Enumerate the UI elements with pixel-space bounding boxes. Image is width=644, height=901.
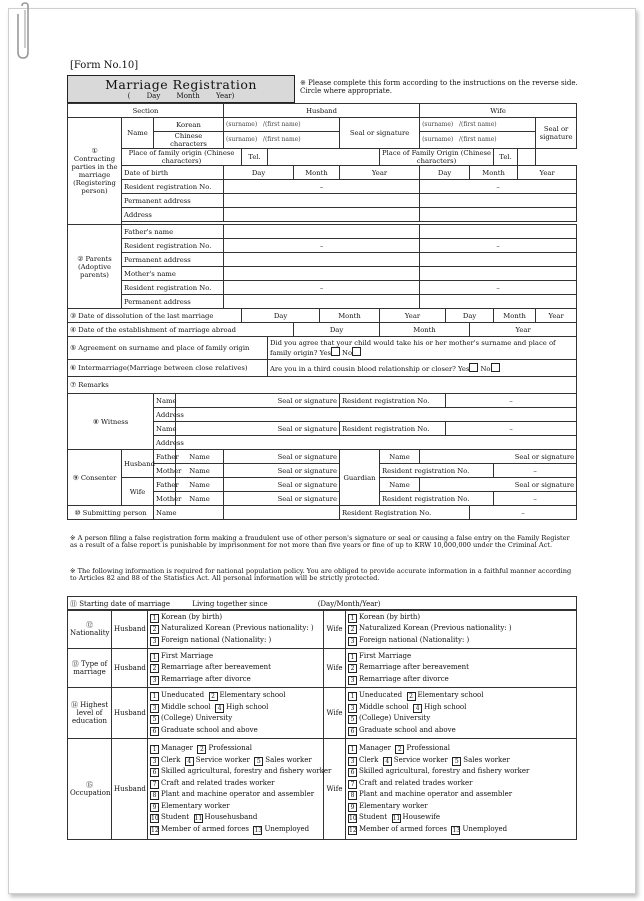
option[interactable]: 10 Student [151, 813, 190, 822]
rrn-label: Resident registration No. [340, 422, 446, 436]
wife-label: Wife [324, 649, 346, 688]
option[interactable]: 9 Elementary worker [150, 802, 230, 810]
husband-rrn-field[interactable]: – [224, 180, 420, 194]
mother-field[interactable] [420, 267, 577, 281]
intermarriage-question: Are you in a third cousin blood relationship or closer? Yes No [268, 360, 577, 377]
option-checkbox[interactable]: 2 [348, 664, 357, 673]
option-checkbox[interactable]: 2 [150, 625, 159, 634]
option[interactable]: 1 Korean (by birth) [150, 613, 222, 621]
seal-field[interactable]: Seal or signature [224, 492, 340, 506]
option[interactable]: 11 Househusband [194, 813, 258, 822]
yes-checkbox[interactable] [469, 363, 478, 372]
wife-perm-field[interactable] [420, 194, 577, 208]
year-label: Year [518, 166, 577, 180]
option[interactable]: 12 Member of armed forces [349, 824, 447, 834]
options-table [67, 609, 577, 840]
rrn-label: Resident registration No. [380, 464, 494, 478]
option[interactable]: 5 Sales worker [452, 756, 509, 764]
witness-label: ⑧ Witness [68, 394, 154, 450]
husband-seal[interactable]: Seal or signature [340, 118, 420, 149]
perm-address-label: Permanent address [122, 194, 224, 208]
month-label: Month [320, 309, 380, 323]
option[interactable]: 1 Uneducated [150, 691, 204, 699]
option[interactable]: 3 Remarriage after divorce [348, 675, 449, 683]
option-checkbox[interactable]: 2 [407, 692, 416, 701]
seal-field[interactable]: Seal or signature [420, 478, 577, 492]
mother-label: Mother [154, 464, 176, 478]
option-checkbox[interactable]: 6 [348, 727, 357, 736]
option[interactable]: 3 Clerk [348, 756, 378, 764]
option[interactable]: 3 Middle school [150, 703, 211, 711]
submitter-rrn-field[interactable]: – [470, 506, 577, 520]
year-label: Year [380, 309, 446, 323]
option[interactable]: 2 Remarriage after bereavement [348, 663, 469, 671]
seal-field[interactable]: Seal or signature [224, 450, 340, 464]
perm-address-label: Permanent address [122, 295, 224, 309]
option-checkbox[interactable]: 4 [383, 757, 392, 766]
s12-label: ⑫ Nationality [68, 610, 112, 649]
name-label: Name [154, 422, 176, 436]
option[interactable]: 3 Foreign national (Nationality: ) [150, 636, 271, 644]
seal-field[interactable]: Seal or signature [224, 478, 340, 492]
instruction-note: ※ Please complete this form according to the instructions on the reverse side. Circle where appropriate. [300, 79, 578, 95]
wife-header: Wife [420, 104, 577, 118]
submitting-label: ⑩ Submitting person [68, 506, 154, 520]
wife-options [346, 610, 577, 649]
name-label: Name [154, 506, 224, 520]
option-checkbox[interactable]: 5 [150, 715, 159, 724]
wife-address-field[interactable] [420, 208, 577, 222]
option-checkbox[interactable]: 3 [348, 676, 357, 685]
option[interactable]: 1 First Marriage [348, 652, 411, 660]
option[interactable]: 13 Unemployed [254, 824, 310, 834]
option-checkbox[interactable]: 3 [348, 757, 357, 766]
s15-label: ⑮ Occupation [68, 739, 112, 840]
option-checkbox[interactable]: 3 [150, 676, 159, 685]
option[interactable]: 4 Service worker [185, 756, 250, 764]
registration-table [67, 103, 577, 520]
option[interactable]: 2 Naturalized Korean (Previous nationality: ) [348, 624, 512, 632]
option-checkbox[interactable]: 1 [150, 653, 159, 662]
title-box [67, 75, 295, 103]
option[interactable]: 10 Student [349, 813, 388, 822]
false-report-note: ※ A person filing a false registration form making a fraudulent use of other person's signature or seal or causing a false entry on the Family Register as a result of a false report is punishable by imprisonment for not more than five years or fine of up to KRW 10,000,000 under the Criminal Act. [70, 534, 570, 549]
abroad-label: ④ Date of the establishment of marriage abroad [68, 323, 294, 337]
year-label: Year [536, 309, 577, 323]
option-checkbox[interactable]: 3 [348, 637, 357, 646]
statistics-note: ※ The following information is required for national population policy. You are obliged to provide accurate information in a faithful manner according to Articles 82 and 88 of the Statistics Act. All personal information will be strictly protected. [70, 567, 572, 582]
husband-perm-field[interactable] [224, 194, 420, 208]
husband-label: Husband [112, 688, 148, 739]
father-rrn-field[interactable]: – [420, 239, 577, 253]
father-perm-field[interactable] [224, 253, 420, 267]
option-checkbox[interactable]: 10 [349, 815, 357, 822]
rrn-field[interactable]: – [446, 422, 577, 436]
consenter-label: ⑨ Consenter [68, 450, 122, 506]
option[interactable]: 4 Service worker [383, 756, 448, 764]
option-checkbox[interactable]: 4 [185, 757, 194, 766]
address-field[interactable] [176, 436, 577, 450]
husband-options [148, 688, 324, 739]
option[interactable]: 1 Korean (by birth) [348, 613, 420, 621]
father-perm-field[interactable] [420, 253, 577, 267]
rrn-field[interactable]: – [446, 394, 577, 408]
wife-tel-field[interactable] [518, 149, 536, 166]
option-checkbox[interactable]: 1 [348, 653, 357, 662]
address-label: Address [154, 408, 176, 422]
option-checkbox[interactable]: 2 [150, 664, 159, 673]
agreement-label: ⑤ Agreement on surname and place of family origin [68, 337, 268, 360]
month-label: Month [380, 323, 470, 337]
mother-perm-field[interactable] [224, 295, 420, 309]
name-label: Name [122, 118, 154, 149]
option-checkbox[interactable]: 10 [151, 815, 159, 822]
option[interactable]: 5 Sales worker [254, 756, 311, 764]
option[interactable]: 8 Plant and machine operator and assembler [348, 790, 512, 798]
option-checkbox[interactable]: 9 [348, 803, 357, 812]
submitter-name-field[interactable] [224, 506, 340, 520]
option[interactable]: 9 Elementary worker [348, 802, 428, 810]
wife-label: Wife [324, 610, 346, 649]
mother-perm-field[interactable] [420, 295, 577, 309]
option-checkbox[interactable]: 12 [151, 826, 159, 834]
option-checkbox[interactable]: 2 [395, 745, 404, 754]
option[interactable]: 6 Graduate school and above [348, 726, 456, 734]
year-label: Year [470, 323, 577, 337]
rrn-label: Resident registration No. [340, 394, 446, 408]
mother-rrn-field[interactable]: – [224, 281, 420, 295]
option[interactable]: 5 (College) University [348, 714, 430, 722]
husband-label: Husband [112, 610, 148, 649]
s14-label: ⑭ Highest level of education [68, 688, 112, 739]
option[interactable]: 6 Skilled agricultural, forestry and fishery worker [150, 767, 331, 775]
parents-label: ② Parents (Adoptive parents) [68, 225, 122, 309]
intermarriage-label: ⑥ Intermarriage(Marriage between close relatives) [68, 360, 268, 377]
title-date: ( Day Month Year) [127, 92, 235, 100]
wife-options [346, 739, 577, 840]
form-number: [Form No.10] [70, 60, 139, 71]
address-label: Address [122, 208, 224, 222]
option[interactable]: 7 Craft and related trades worker [150, 779, 275, 787]
option-checkbox[interactable]: 11 [392, 815, 401, 822]
option-checkbox[interactable]: 1 [150, 614, 159, 623]
seal-field[interactable]: Seal or signature [224, 464, 340, 478]
wife-father-field[interactable] [420, 225, 577, 239]
option-checkbox[interactable]: 3 [150, 704, 159, 713]
husband-header: Husband [224, 104, 420, 118]
s13-label: ⑬ Type of marriage [68, 649, 112, 688]
husband-tel-field[interactable] [268, 149, 380, 166]
name-label: Name [176, 478, 224, 492]
mother-field[interactable] [224, 267, 420, 281]
seal-field[interactable]: Seal or signature [420, 450, 577, 464]
rrn-label: Resident registration No. [122, 281, 224, 295]
husband-father-field[interactable] [224, 225, 420, 239]
name-label: Name [380, 450, 420, 464]
perm-address-label: Permanent address [122, 253, 224, 267]
option[interactable]: 13 Unemployed [452, 824, 508, 834]
husband-options [148, 739, 332, 840]
option-checkbox[interactable]: 8 [150, 791, 159, 800]
guardian-label: Guardian [340, 450, 380, 506]
husband-chinese-name-field[interactable]: (surname) /(first name) [224, 132, 340, 149]
option-checkbox[interactable]: 1 [348, 745, 357, 754]
mother-label: Mother [154, 492, 176, 506]
option-checkbox[interactable]: 3 [150, 757, 159, 766]
name-label: Name [380, 478, 420, 492]
option-checkbox[interactable]: 6 [150, 727, 159, 736]
option[interactable]: 1 Manager [348, 744, 391, 752]
option-checkbox[interactable]: 1 [348, 692, 357, 701]
option[interactable]: 2 Elementary school [209, 691, 286, 699]
family-origin-label: Place of family origin (Chinese characters) [122, 149, 242, 166]
father-label: Father [154, 450, 176, 464]
option-checkbox[interactable]: 6 [348, 768, 357, 777]
dissolution-label: ③ Date of dissolution of the last marriage [68, 309, 242, 323]
dob-label: Date of birth [122, 166, 224, 180]
option-checkbox[interactable]: 7 [150, 780, 159, 789]
option-checkbox[interactable]: 11 [194, 815, 203, 822]
option[interactable]: 6 Graduate school and above [150, 726, 258, 734]
option-checkbox[interactable]: 5 [452, 757, 461, 766]
husband-label: Husband [112, 739, 148, 840]
husband-tel-label: Tel. [242, 149, 268, 166]
option[interactable]: 2 Naturalized Korean (Previous nationality: ) [150, 624, 314, 632]
wife-label: Wife [122, 478, 154, 506]
rrn-label: Resident Registration No. [340, 506, 470, 520]
option[interactable]: 3 Middle school [348, 703, 409, 711]
option-checkbox[interactable]: 5 [348, 715, 357, 724]
agreement-question: Did you agree that your child would take his or her mother's surname and place of family origin? Yes No [268, 337, 577, 360]
wife-rrn-field[interactable]: – [420, 180, 577, 194]
seal-field[interactable]: Seal or signature [176, 422, 340, 436]
option[interactable]: 12 Member of armed forces [151, 824, 249, 834]
option[interactable]: 2 Professional [197, 744, 252, 752]
korean-label: Korean [154, 118, 224, 132]
father-name-label: Father's name [122, 225, 224, 239]
option[interactable]: 5 (College) University [150, 714, 232, 722]
address-label: Address [154, 436, 176, 450]
option-checkbox[interactable]: 3 [348, 704, 357, 713]
day-label: Day [446, 309, 494, 323]
option[interactable]: 3 Foreign national (Nationality: ) [348, 636, 469, 644]
wife-chinese-name-field[interactable]: (surname) /(first name) [420, 132, 536, 149]
wife-label: Wife [324, 739, 346, 840]
option-checkbox[interactable]: 5 [254, 757, 263, 766]
husband-address-field[interactable] [224, 208, 420, 222]
option-checkbox[interactable]: 13 [254, 826, 263, 834]
option-checkbox[interactable]: 6 [150, 768, 159, 777]
wife-label: Wife [324, 688, 346, 739]
no-checkbox[interactable] [491, 363, 500, 372]
rrn-label: Resident registration No. [380, 492, 494, 506]
rrn-field[interactable]: – [494, 492, 577, 506]
option[interactable]: 1 Manager [150, 744, 193, 752]
option[interactable]: 2 Remarriage after bereavement [150, 663, 271, 671]
year-label: Year [340, 166, 420, 180]
option-checkbox[interactable]: 2 [209, 692, 218, 701]
option-checkbox[interactable]: 8 [348, 791, 357, 800]
option-checkbox[interactable]: 4 [215, 704, 224, 713]
address-field[interactable] [176, 408, 577, 422]
option[interactable]: 4 High school [413, 703, 466, 711]
option[interactable]: 8 Plant and machine operator and assembler [150, 790, 314, 798]
contracting-parties-label: ① Contracting parties in the marriage (Registering person) [68, 118, 122, 225]
option-checkbox[interactable]: 9 [150, 803, 159, 812]
wife-options [346, 649, 577, 688]
name-label: Name [154, 394, 176, 408]
wife-tel-label: Tel. [494, 149, 518, 166]
husband-options [148, 610, 324, 649]
wife-korean-name-field[interactable]: (surname) /(first name) [420, 118, 536, 132]
option-checkbox[interactable]: 1 [150, 745, 159, 754]
month-label: Month [294, 166, 340, 180]
option[interactable]: 2 Elementary school [407, 691, 484, 699]
option[interactable]: 3 Clerk [150, 756, 180, 764]
husband-label: Husband [112, 649, 148, 688]
rrn-label: Resident registration No. [122, 239, 224, 253]
name-label: Name [176, 450, 224, 464]
month-label: Month [494, 309, 536, 323]
starting-date-row[interactable]: ⑪ Starting date of marriage Living together since (Day/Month/Year) [68, 597, 577, 611]
chinese-label: Chinese characters [154, 132, 224, 149]
name-label: Name [176, 492, 224, 506]
paper-clip-icon [14, 2, 36, 60]
day-label: Day [420, 166, 470, 180]
remarks-label[interactable]: ⑦ Remarks [68, 377, 577, 394]
father-label: Father [154, 478, 176, 492]
option-checkbox[interactable]: 2 [197, 745, 206, 754]
option[interactable]: 4 High school [215, 703, 268, 711]
no-checkbox[interactable] [352, 347, 361, 356]
seal-field[interactable]: Seal or signature [176, 394, 340, 408]
wife-seal[interactable]: Seal or signature [536, 118, 577, 149]
option[interactable]: 6 Skilled agricultural, forestry and fishery worker [348, 767, 529, 775]
option-checkbox[interactable]: 1 [150, 692, 159, 701]
option[interactable]: 1 First Marriage [150, 652, 213, 660]
mother-rrn-field[interactable]: – [420, 281, 577, 295]
yes-checkbox[interactable] [331, 347, 340, 356]
name-label: Name [176, 464, 224, 478]
husband-label: Husband [122, 450, 154, 478]
mother-name-label: Mother's name [122, 267, 224, 281]
day-label: Day [294, 323, 380, 337]
option[interactable]: 2 Professional [395, 744, 450, 752]
option[interactable]: 1 Uneducated [348, 691, 402, 699]
wife-options [346, 688, 577, 739]
option-checkbox[interactable]: 1 [348, 614, 357, 623]
option[interactable]: 3 Remarriage after divorce [150, 675, 251, 683]
option-checkbox[interactable]: 13 [452, 826, 461, 834]
husband-options [148, 649, 324, 688]
day-label: Day [224, 166, 294, 180]
wife-family-origin-label: Place of Family Origin (Chinese characters) [380, 149, 494, 166]
section-header: Section [68, 104, 224, 118]
father-rrn-field[interactable]: – [224, 239, 420, 253]
rrn-label: Resident registration No. [122, 180, 224, 194]
rrn-field[interactable]: – [494, 464, 577, 478]
option-checkbox[interactable]: 7 [348, 780, 357, 789]
day-label: Day [242, 309, 320, 323]
option-checkbox[interactable]: 12 [349, 826, 357, 834]
husband-korean-name-field[interactable]: (surname) /(first name) [224, 118, 340, 132]
option-checkbox[interactable]: 2 [348, 625, 357, 634]
month-label: Month [470, 166, 518, 180]
option[interactable]: 11 Housewife [392, 813, 441, 822]
option-checkbox[interactable]: 4 [413, 704, 422, 713]
page-title: Marriage Registration [105, 77, 257, 92]
option-checkbox[interactable]: 3 [150, 637, 159, 646]
option[interactable]: 7 Craft and related trades worker [348, 779, 473, 787]
